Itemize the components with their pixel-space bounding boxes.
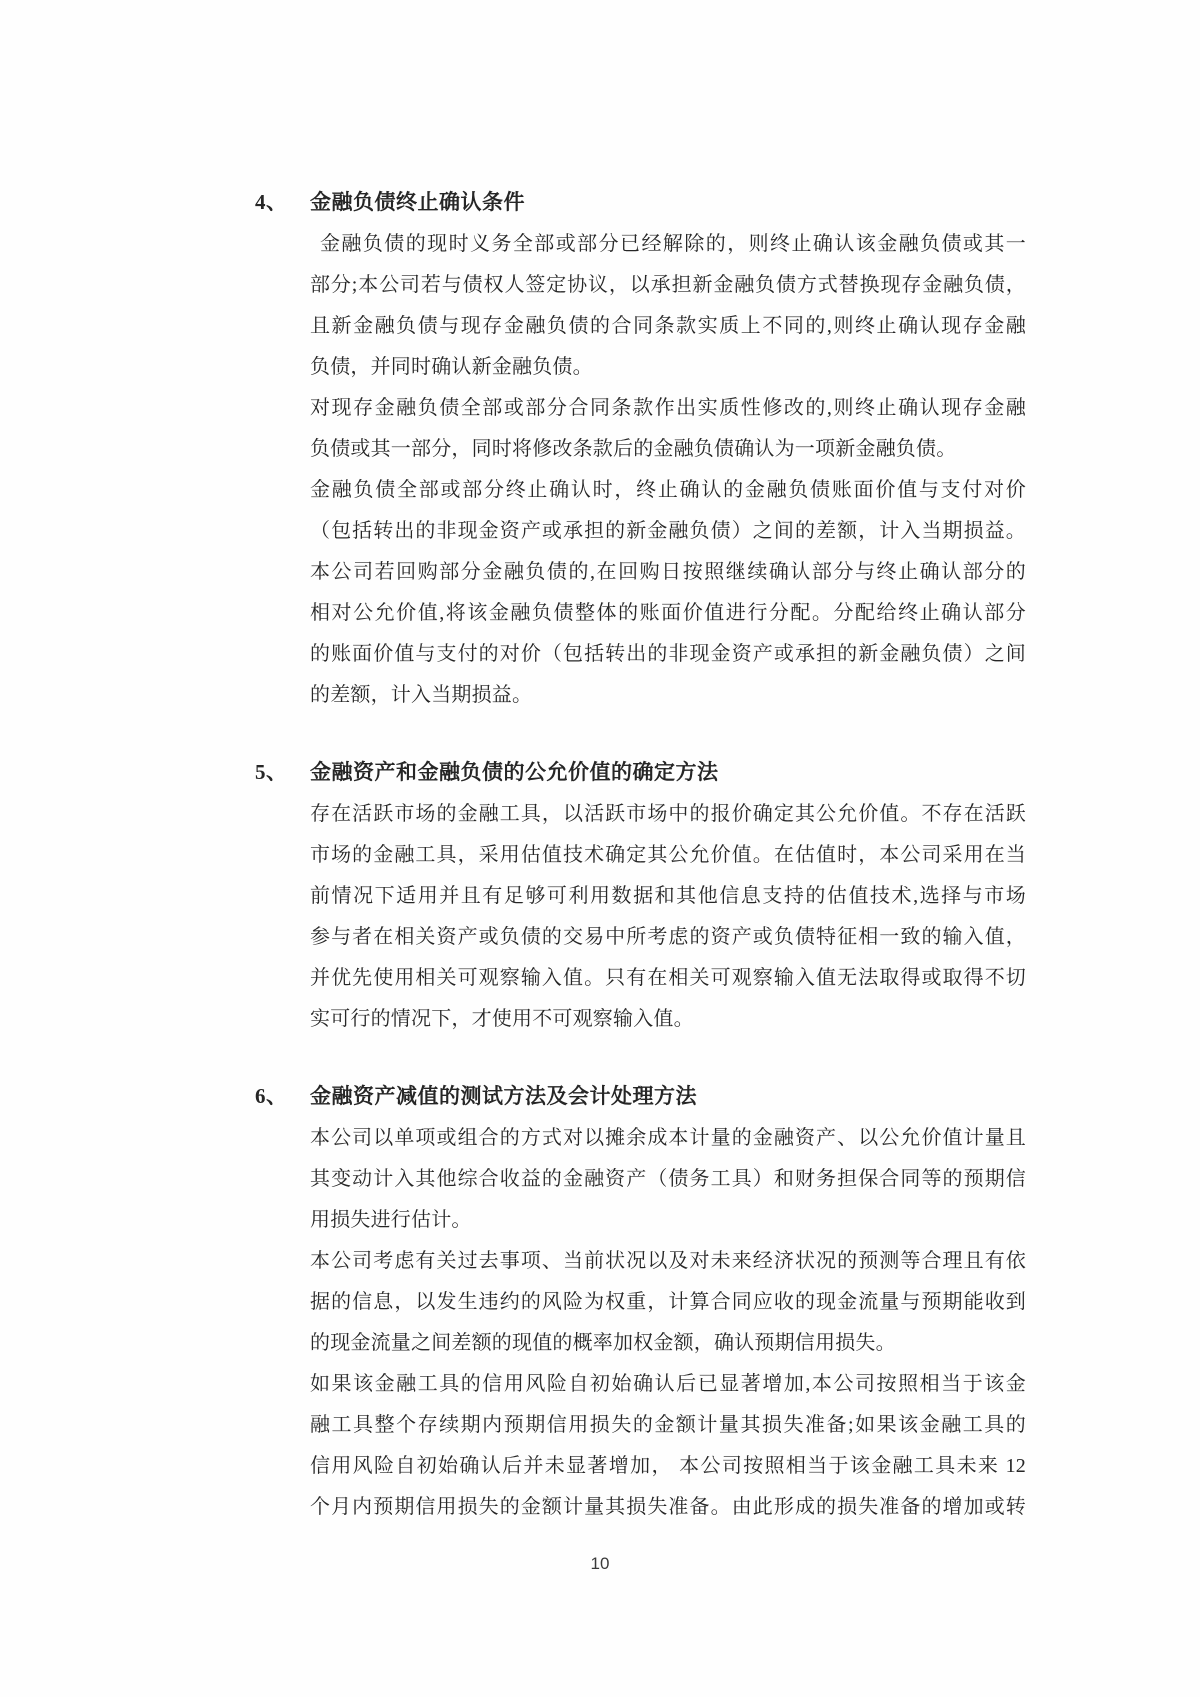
paragraph (310, 470, 1026, 716)
section-number: 5、 (255, 760, 288, 784)
section-heading (255, 1080, 1200, 1112)
text-line: 本公司以单项或组合的方式对以摊余成本计量的金融资产、以公允价值计量且 (310, 1127, 1026, 1149)
paragraph (310, 388, 1026, 470)
section-title: 金融负债终止确认条件 (310, 190, 525, 214)
text-line: 市场的金融工具，采用估值技术确定其公允价值。在估值时，本公司采用在当 (310, 844, 1026, 866)
text-line: 据的信息，以发生违约的风险为权重，计算合同应收的现金流量与预期能收到 (310, 1291, 1026, 1313)
text-line: 参与者在相关资产或负债的交易中所考虑的资产或负债特征相一致的输入值， (310, 926, 1026, 948)
section (0, 186, 1200, 716)
text-line: 本公司考虑有关过去事项、当前状况以及对未来经济状况的预测等合理且有依 (310, 1250, 1026, 1272)
paragraph (310, 794, 1026, 1040)
text-line: 的账面价值与支付的对价（包括转出的非现金资产或承担的新金融负债）之间 (310, 643, 1026, 665)
text-line: 负债或其一部分，同时将修改条款后的金融负债确认为一项新金融负债。 (310, 438, 957, 460)
text-line: 且新金融负债与现存金融负债的合同条款实质上不同的,则终止确认现存金融 (310, 315, 1026, 337)
paragraph (310, 1364, 1026, 1528)
text-line: （包括转出的非现金资产或承担的新金融负债）之间的差额，计入当期损益。 (310, 520, 1026, 542)
page-number-label: 10 (590, 1554, 610, 1573)
text-line: 其变动计入其他综合收益的金融资产（债务工具）和财务担保合同等的预期信 (310, 1168, 1026, 1190)
section (0, 1080, 1200, 1528)
text-line: 融工具整个存续期内预期信用损失的金额计量其损失准备;如果该金融工具的 (310, 1414, 1026, 1436)
section-number: 6、 (255, 1084, 288, 1108)
text-line: 如果该金融工具的信用风险自初始确认后已显著增加,本公司按照相当于该金 (310, 1373, 1026, 1395)
paragraph (310, 1241, 1026, 1364)
text-line: 个月内预期信用损失的金额计量其损失准备。由此形成的损失准备的增加或转 (310, 1496, 1026, 1518)
text-line: 实可行的情况下，才使用不可观察输入值。 (310, 1008, 694, 1030)
text-line: 负债，并同时确认新金融负债。 (310, 356, 593, 378)
text-line: 金融负债全部或部分终止确认时，终止确认的金融负债账面价值与支付对价 (310, 479, 1026, 501)
text-line: 的差额，计入当期损益。 (310, 684, 533, 706)
text-line: 信用风险自初始确认后并未显著增加， 本公司按照相当于该金融工具未来 12 (310, 1455, 1026, 1477)
text-line: 部分;本公司若与债权人签定协议，以承担新金融负债方式替换现存金融负债， (310, 274, 1026, 296)
text-line: 用损失进行估计。 (310, 1209, 472, 1231)
paragraph (310, 1118, 1026, 1241)
text-line: 前情况下适用并且有足够可利用数据和其他信息支持的估值技术,选择与市场 (310, 885, 1026, 907)
text-line: 本公司若回购部分金融负债的,在回购日按照继续确认部分与终止确认部分的 (310, 561, 1026, 583)
text-line: 并优先使用相关可观察输入值。只有在相关可观察输入值无法取得或取得不切 (310, 967, 1026, 989)
section-heading (255, 186, 1200, 218)
paragraph (310, 224, 1026, 388)
text-line: 相对公允价值,将该金融负债整体的账面价值进行分配。分配给终止确认部分 (310, 602, 1026, 624)
text-line: 存在活跃市场的金融工具，以活跃市场中的报价确定其公允价值。不存在活跃 (310, 803, 1026, 825)
section (0, 756, 1200, 1040)
section-title: 金融资产减值的测试方法及会计处理方法 (310, 1084, 697, 1108)
text-line: 的现金流量之间差额的现值的概率加权金额，确认预期信用损失。 (310, 1332, 896, 1354)
section-title: 金融资产和金融负债的公允价值的确定方法 (310, 760, 719, 784)
text-line: 金融负债的现时义务全部或部分已经解除的，则终止确认该金融负债或其一 (320, 233, 1026, 255)
section-number: 4、 (255, 190, 288, 214)
section-heading (255, 756, 1200, 788)
text-line: 对现存金融负债全部或部分合同条款作出实质性修改的,则终止确认现存金融 (310, 397, 1026, 419)
